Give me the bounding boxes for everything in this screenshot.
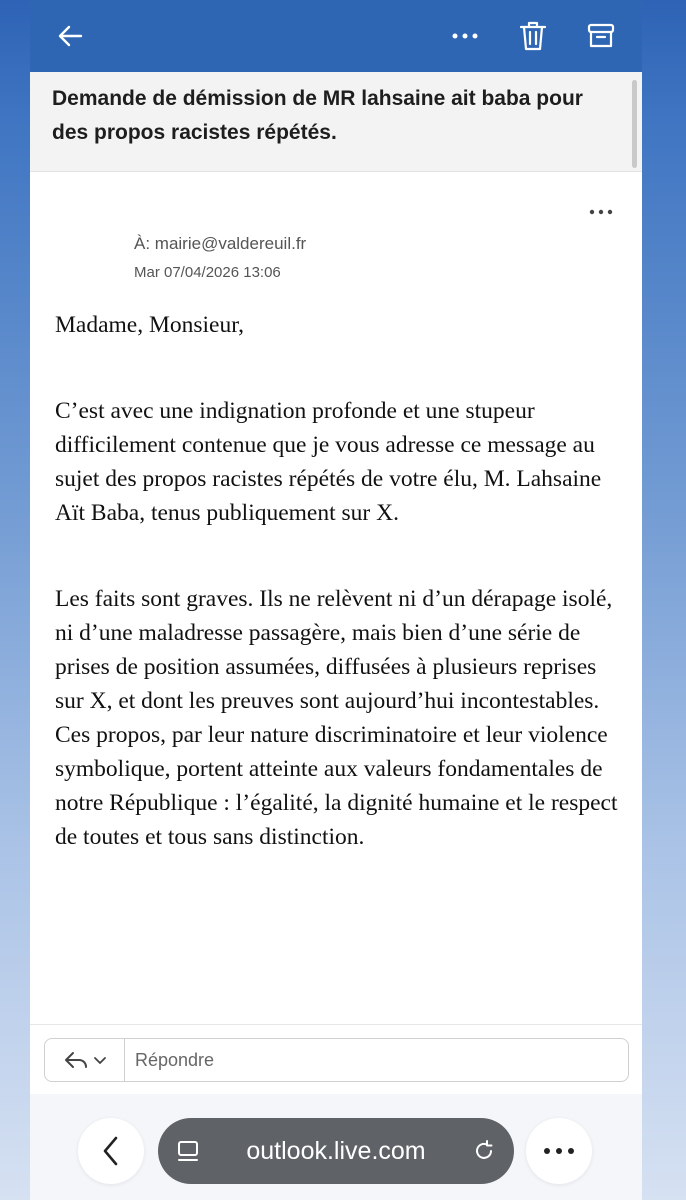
browser-menu-button[interactable]: [526, 1118, 592, 1184]
chevron-left-icon: [101, 1135, 121, 1167]
more-options-button[interactable]: [441, 12, 489, 60]
email-body: [55, 308, 630, 854]
more-horizontal-icon: [543, 1147, 575, 1155]
tabs-icon: [176, 1139, 200, 1163]
reply-bar: [30, 1024, 642, 1094]
archive-button[interactable]: [577, 12, 625, 60]
browser-back-button[interactable]: [78, 1118, 144, 1184]
message-more-button[interactable]: [584, 198, 618, 226]
recipient-line: À: mairie@valdereuil.fr: [134, 234, 307, 253]
arrow-left-icon: [55, 21, 85, 51]
trash-icon: [518, 20, 548, 52]
reply-input[interactable]: [125, 1039, 628, 1081]
top-app-bar: [30, 0, 642, 72]
body-paragraph-2: Les faits sont graves. Ils ne relèvent ni d’un dérapage isolé, ni d’une maladresse passagère, mais bien d’une série de prises de position assumées, diffusées à plusieurs reprises sur X, et dont les preuves sont aujourd’hui incontestables. Ces propos, par leur nature discriminatoire et leur violence symbolique, portent atteinte aux valeurs fondamentales de notre République : l’égalité, la dignité humaine et le respect de toutes et tous sans distinction.: [55, 586, 618, 850]
chevron-down-icon: [93, 1055, 107, 1065]
more-horizontal-icon: [451, 31, 479, 41]
salutation: Madame, Monsieur,: [55, 312, 244, 338]
back-button[interactable]: [46, 12, 94, 60]
more-horizontal-icon: [589, 208, 613, 216]
browser-toolbar: [30, 1094, 642, 1200]
reply-box: [44, 1038, 629, 1082]
body-paragraph-1: C’est avec une indignation profonde et une stupeur difficilement contenue que je vous adresse ce message au sujet des propos racistes répétés de votre élu, M. Lahsaine Aït Baba, tenus publiquement sur X.: [55, 398, 602, 526]
reply-icon: [63, 1050, 89, 1070]
address-bar[interactable]: [158, 1118, 514, 1184]
url-text: outlook.live.com: [246, 1136, 426, 1165]
reply-options-button[interactable]: [45, 1039, 125, 1081]
archive-icon: [586, 21, 616, 51]
delete-button[interactable]: [509, 12, 557, 60]
sent-date: Mar 07/04/2026 13:06: [134, 264, 281, 281]
email-subject-area: [30, 72, 642, 172]
email-subject: Demande de démission de MR lahsaine ait baba pour des propos racistes répétés.: [52, 87, 583, 144]
subject-scrollbar[interactable]: [632, 80, 637, 168]
reload-icon[interactable]: [472, 1139, 496, 1163]
